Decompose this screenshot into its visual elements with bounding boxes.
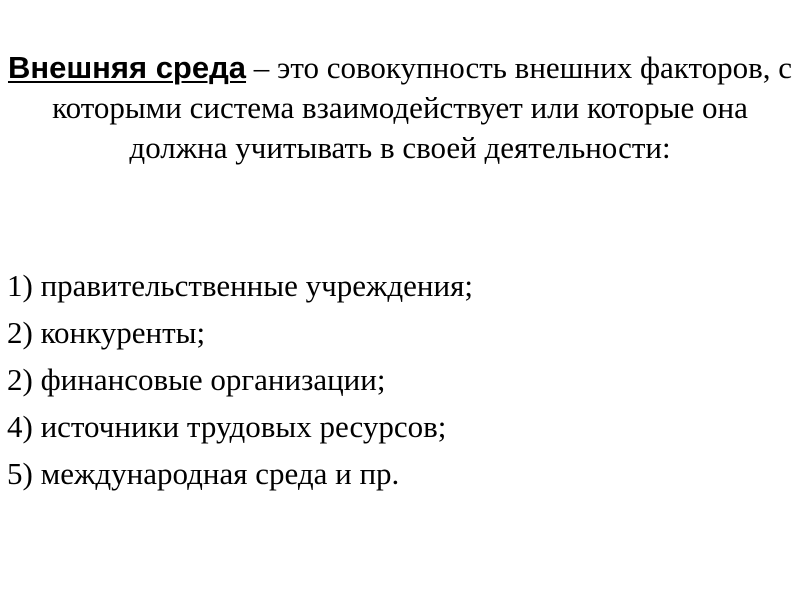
list-item: 5) международная среда и пр. — [7, 456, 400, 491]
definition-term: Внешняя среда — [7, 50, 247, 85]
list-item: 2) финансовые организации; — [7, 362, 386, 397]
factors-list — [7, 262, 473, 497]
list-item: 2) конкуренты; — [7, 315, 206, 350]
definition-paragraph — [0, 48, 800, 168]
list-item: 4) источники трудовых ресурсов; — [7, 409, 447, 444]
list-item: 1) правительственные учреждения; — [7, 268, 473, 303]
definition-text: – это совокупность внешних факторов, с которыми система взаимодействует или которые она должна учитывать в своей деятельности: — [52, 50, 792, 165]
